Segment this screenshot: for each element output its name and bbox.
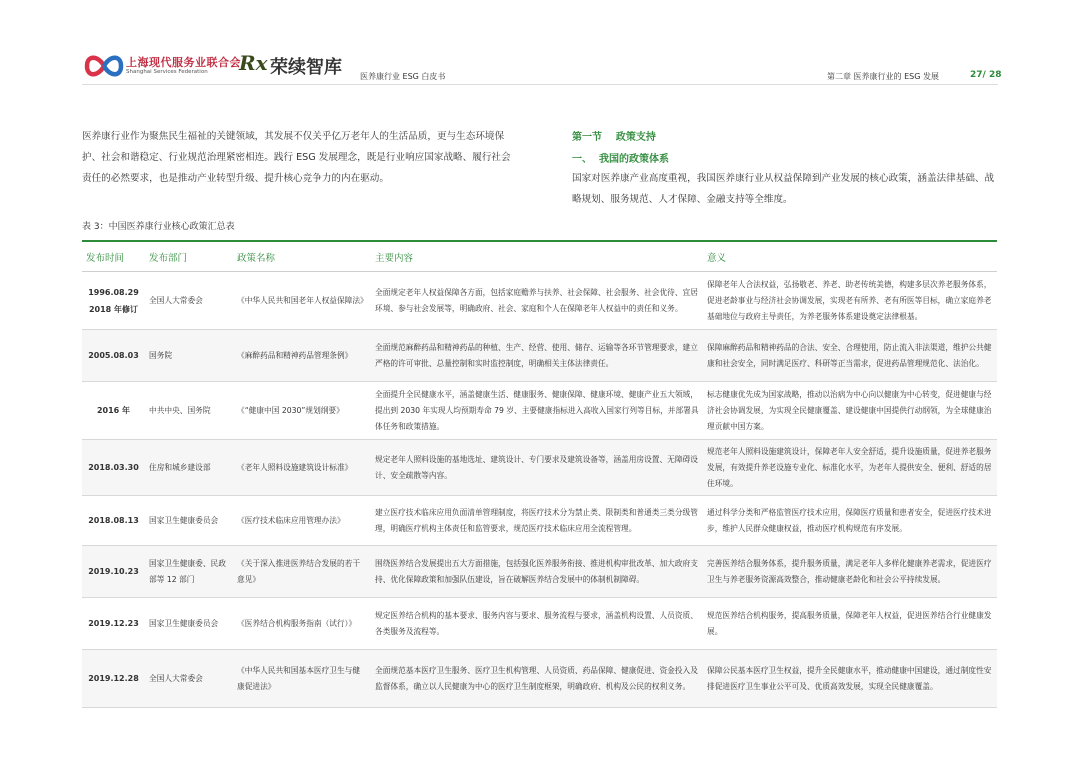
org-name-cn: 上海现代服务业联合会 (126, 56, 241, 69)
cell-dept: 国家卫生健康委、民政部等 12 部门 (145, 546, 233, 598)
cell-meaning: 规范医养结合机构服务，提高服务质量，保障老年人权益，促进医养结合行业健康发展。 (703, 598, 997, 650)
cell-name: 《医疗技术临床应用管理办法》 (233, 496, 371, 546)
cell-content: 围绕医养结合发展提出五大方面措施，包括强化医养服务衔接、推进机构审批改革、加大政府支持、优化保障政策和加强队伍建设，旨在破解医养结合发展中的体制机制障碍。 (371, 546, 703, 598)
column-header-name: 政策名称 (233, 241, 371, 272)
table-caption: 表 3：中国医养康行业核心政策汇总表 (82, 222, 235, 232)
table-row (82, 496, 997, 546)
column-header-dept: 发布部门 (145, 241, 233, 272)
cell-dept: 全国人大常委会 (145, 272, 233, 330)
policy-table (82, 240, 997, 708)
org-logo-icon (84, 51, 124, 81)
table-row (82, 440, 997, 496)
cell-date: 2018.03.30 (82, 440, 145, 496)
section-subheading: 一、 我国的政策体系 (572, 154, 669, 165)
section-heading: 第一节 政策支持 (572, 132, 656, 143)
column-header-content: 主要内容 (371, 241, 703, 272)
cell-meaning: 标志健康优先成为国家战略，推动以治病为中心向以健康为中心转变，促进健康与经济社会协调发展，为实现全民健康覆盖、建设健康中国提供行动纲领，为全球健康治理贡献中国方案。 (703, 382, 997, 440)
cell-date: 1996.08.29 2018 年修订 (82, 272, 145, 330)
cell-name: 《“健康中国 2030”规划纲要》 (233, 382, 371, 440)
cell-content: 全面提升全民健康水平，涵盖健康生活、健康服务、健康保障、健康环境、健康产业五大领域，提出到 2030 年实现人均预期寿命 79 岁、主要健康指标进入高收入国家行列等目标，并部署具体任务和政策措施。 (371, 382, 703, 440)
cell-date: 2018.08.13 (82, 496, 145, 546)
table-row (82, 650, 997, 708)
page-number: 27/ 28 (970, 70, 1002, 80)
org-name-en: Shanghai Services Federation (126, 69, 208, 75)
cell-name: 《麻醉药品和精神药品管理条例》 (233, 330, 371, 382)
table-row (82, 330, 997, 382)
table-row (82, 382, 997, 440)
cell-dept: 全国人大常委会 (145, 650, 233, 708)
report-title: 医养康行业 ESG 白皮书 (360, 72, 446, 81)
cell-date: 2016 年 (82, 382, 145, 440)
table-header-row (82, 241, 997, 272)
brand-name: 荣续智库 (270, 57, 342, 78)
cell-content: 全面规范麻醉药品和精神药品的种植、生产、经营、使用、储存、运输等各环节管理要求，建立严格的许可审批、总量控制和实时监控制度，明确相关主体法律责任。 (371, 330, 703, 382)
cell-date: 2019.10.23 (82, 546, 145, 598)
chapter-title: 第二章 医养康行业的 ESG 发展 (827, 72, 939, 81)
cell-meaning: 保障麻醉药品和精神药品的合法、安全、合理使用，防止流入非法渠道，维护公共健康和社会安全，同时满足医疗、科研等正当需求，促进药品管理规范化、法治化。 (703, 330, 997, 382)
intro-line: 医养康行业作为聚焦民生福祉的关键领域，其发展不仅关乎亿万老年人的生活品质，更与生态环境保 (82, 131, 505, 142)
cell-date: 2005.08.03 (82, 330, 145, 382)
cell-date: 2019.12.23 (82, 598, 145, 650)
section-line: 略规划、服务规范、人才保障、金融支持等全维度。 (572, 194, 793, 205)
cell-meaning: 保障老年人合法权益，弘扬敬老、养老、助老传统美德，构建多层次养老服务体系，促进老龄事业与经济社会协调发展，实现老有所养、老有所医等目标，确立家庭养老基础地位与政府主导责任，为养老服务体系建设奠定法律根基。 (703, 272, 997, 330)
cell-name: 《老年人照料设施建筑设计标准》 (233, 440, 371, 496)
intro-line: 责任的必然要求，也是推动产业转型升级、提升核心竞争力的内在驱动。 (82, 173, 389, 184)
cell-meaning: 保障公民基本医疗卫生权益，提升全民健康水平，推动健康中国建设，通过制度性安排促进医疗卫生事业公平可及、优质高效发展，实现全民健康覆盖。 (703, 650, 997, 708)
cell-name: 《中华人民共和国老年人权益保障法》 (233, 272, 371, 330)
section-line: 国家对医养康产业高度重视，我国医养康行业从权益保障到产业发展的核心政策，涵盖法律基础、战 (572, 173, 995, 184)
cell-content: 规定老年人照料设施的基地选址、建筑设计、专门要求及建筑设备等，涵盖用房设置、无障碍设计、安全疏散等内容。 (371, 440, 703, 496)
intro-paragraph (82, 126, 522, 189)
section-paragraph (572, 168, 1002, 210)
cell-content: 全面规定老年人权益保障各方面，包括家庭赡养与扶养、社会保障、社会服务、社会优待、宜居环境、参与社会发展等，明确政府、社会、家庭和个人在保障老年人权益中的责任和义务。 (371, 272, 703, 330)
cell-meaning: 完善医养结合服务体系，提升服务质量，满足老年人多样化健康养老需求，促进医疗卫生与养老服务资源高效整合，推动健康老龄化和社会公平持续发展。 (703, 546, 997, 598)
table-row (82, 546, 997, 598)
cell-name: 《医养结合机构服务指南（试行）》 (233, 598, 371, 650)
cell-meaning: 规范老年人照料设施建筑设计，保障老年人安全舒适，提升设施质量，促进养老服务发展，有效提升养老设施专业化、标准化水平，为老年人提供安全、便利、舒适的居住环境。 (703, 440, 997, 496)
cell-content: 建立医疗技术临床应用负面清单管理制度，将医疗技术分为禁止类、限制类和普通类三类分级管理，明确医疗机构主体责任和监管要求，规范医疗技术临床应用全流程管理。 (371, 496, 703, 546)
org-logo (84, 51, 124, 81)
cell-dept: 中共中央、国务院 (145, 382, 233, 440)
column-header-meaning: 意义 (703, 241, 997, 272)
cell-name: 《关于深入推进医养结合发展的若干意见》 (233, 546, 371, 598)
table-row (82, 598, 997, 650)
cell-content: 全面规范基本医疗卫生服务、医疗卫生机构管理、人员资质、药品保障、健康促进、资金投入及监督体系，确立以人民健康为中心的医疗卫生制度框架，明确政府、机构及公民的权利义务。 (371, 650, 703, 708)
cell-meaning: 通过科学分类和严格监管医疗技术应用，保障医疗质量和患者安全，促进医疗技术进步，维护人民群众健康权益，推动医疗机构规范有序发展。 (703, 496, 997, 546)
column-header-date: 发布时间 (82, 241, 145, 272)
cell-dept: 国家卫生健康委员会 (145, 496, 233, 546)
header-divider (82, 84, 998, 85)
cell-dept: 国务院 (145, 330, 233, 382)
table-row (82, 272, 997, 330)
cell-content: 规定医养结合机构的基本要求、服务内容与要求、服务流程与要求，涵盖机构设置、人员资质、各类服务及流程等。 (371, 598, 703, 650)
cell-date: 2019.12.28 (82, 650, 145, 708)
intro-line: 护、社会和谐稳定、行业规范治理紧密相连。践行 ESG 发展理念，既是行业响应国家战略、履行社会 (82, 152, 511, 163)
cell-dept: 国家卫生健康委员会 (145, 598, 233, 650)
brand-mark: Rx (239, 51, 268, 75)
cell-dept: 住房和城乡建设部 (145, 440, 233, 496)
cell-name: 《中华人民共和国基本医疗卫生与健康促进法》 (233, 650, 371, 708)
